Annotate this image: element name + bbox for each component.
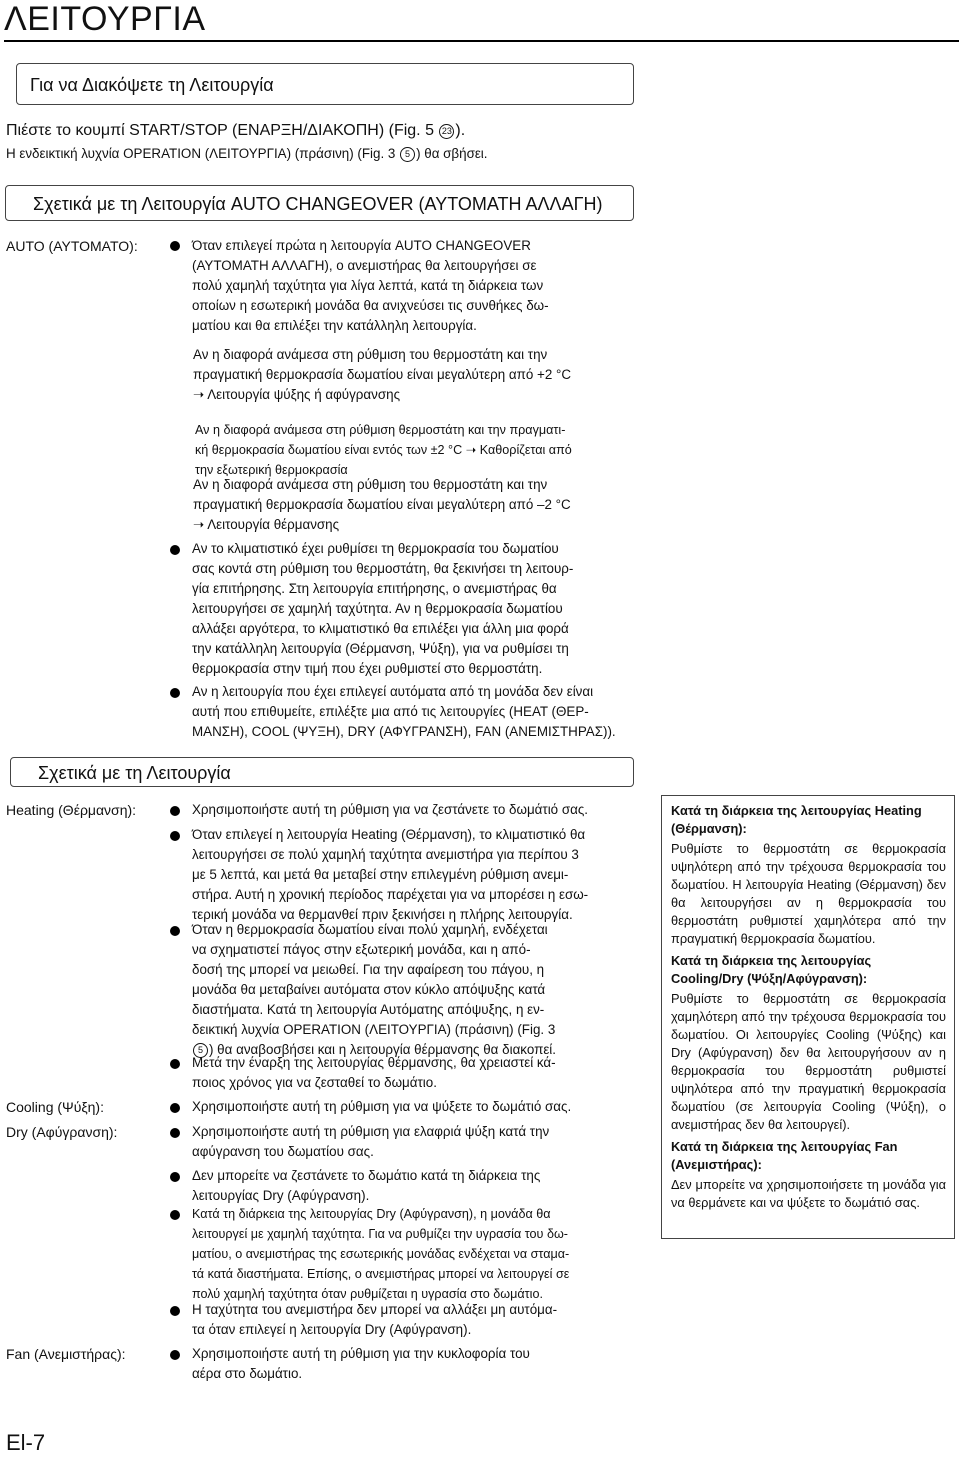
page-number: El-7 [6, 1430, 46, 1455]
ref-number-23: 23 [439, 124, 454, 139]
stop-instruction [6, 121, 465, 141]
bullet-icon [170, 545, 180, 555]
heating-bullet-4: Μετά την έναρξη της λειτουργίας θέρμανσης, θα χρειαστεί κά- ποιος χρόνος για να ζεσταθεί το δωμάτιο. [192, 1055, 556, 1090]
auto-bullet-2: Αν το κλιματιστικό έχει ρυθμίσει τη θερμοκρασία του δωματίου σας κοντά στη ρύθμιση του θερμοστάτη, θα ξεκινήσει τη λειτουρ- γία επιτήρησης. Στη λειτουργία επιτήρησης, ο ανεμιστήρας θα λειτουργήσει σε χαμηλή ταχύτητα. Αν η θερμοκρασία δωματίου αλλάξει αργότερα, το κλιματιστικό θα επιλέξει για άλλη μια φορά την κατάλληλη λειτουργία (Θέρμανση, Ψύξη), για να ρυθμίσει τη θερμοκρασία στην τιμή που έχει ρυθμιστεί στο θερμοστάτη. [192, 541, 574, 676]
dry-bullet-4: Η ταχύτητα του ανεμιστήρα δεν μπορεί να αλλάξει μη αυτόμα- τα όταν επιλεγεί η λειτουργία Dry (Αφύγρανση). [192, 1302, 558, 1337]
fan-bullet-1: Χρησιμοποιήστε αυτή τη ρύθμιση για την κυκλοφορία του αέρα στο δωμάτιο. [192, 1346, 530, 1381]
dry-bullet-1: Χρησιμοποιήστε αυτή τη ρύθμιση για ελαφριά ψύξη κατά την αφύγρανση του δωματίου σας. [192, 1124, 550, 1159]
stop-indicator-text: Η ενδεικτική λυχνία OPERATION (ΛΕΙΤΟΥΡΓΙΑ) (πράσινη) (Fig. 3 [6, 146, 400, 161]
operation-section-heading: Σχετικά με τη Λειτουργία [10, 757, 634, 787]
bullet-icon [170, 1210, 180, 1220]
bullet-icon [170, 1172, 180, 1182]
cooling-bullet-1: Χρησιμοποιήστε αυτή τη ρύθμιση για να ψύξετε το δωμάτιό σας. [192, 1099, 572, 1114]
stop-indicator-end: ) θα σβήσει. [416, 146, 488, 161]
cooling-label: Cooling (Ψύξη): [6, 1099, 104, 1115]
heating-label: Heating (Θέρμανση): [6, 802, 137, 818]
dry-bullet-3: Κατά τη διάρκεια της λειτουργίας Dry (Αφύγρανση), η μονάδα θα λειτουργεί με χαμηλή ταχύτητα. Για να ρυθμίζει την υγρασία του δω- ματίου, ο ανεμιστήρας της εσωτερικής μονάδας ενδέχεται να σταμα- τά κατά διαστήματα. Επίσης, ο ανεμιστήρας μπορεί να λειτουργεί σε πολύ χαμηλή ταχύτητα όταν ρυθμίζεται η υγρασία στο δωμάτιο. [192, 1207, 570, 1301]
auto-label: AUTO (ΑΥΤΟΜΑΤΟ): [6, 238, 138, 254]
bullet-icon [170, 1350, 180, 1360]
heating-bullet-2: Όταν επιλεγεί η λειτουργία Heating (Θέρμανση), το κλιματιστικό θα λειτουργήσει σε πολύ χαμηλή ταχύτητα ανεμιστήρα για περίπου 3 με 5 λεπτά, και μετά θα μεταβεί στην επιλεγμένη ρύθμιση ανεμι- στήρα. Αυτή η χρονική περίοδος παρέχεται για να μπορέσει η εσω- τερική μονάδα να θερμανθεί πριν ξεκινήσει η πλήρης λειτουργία. [192, 827, 589, 922]
dry-bullet-2: Δεν μπορείτε να ζεστάνετε το δωμάτιο κατά τη διάρκεια της λειτουργίας Dry (Αφύγρανση). [192, 1168, 541, 1203]
auto-condition-neutral: Αν η διαφορά ανάμεσα στη ρύθμιση θερμοστάτη και την πραγματι- κή θερμοκρασία δωματίου είναι εντός των ±2 °C ➝ Καθορίζεται από την εξωτερική θερμοκρασία [195, 423, 572, 477]
auto-condition-cool: Αν η διαφορά ανάμεσα στη ρύθμιση του θερμοστάτη και την πραγματική θερμοκρασία δωματίου είναι μεγαλύτερη από +2 °C ➝ Λειτουργία ψύξης ή αφύγρανσης [193, 347, 572, 402]
bullet-icon [170, 1128, 180, 1138]
bullet-icon [170, 926, 180, 936]
page-title: ΛΕΙΤΟΥΡΓΙΑ [4, 0, 206, 38]
auto-bullet-1: Όταν επιλεγεί πρώτα η λειτουργία AUTO CHANGEOVER (ΑΥΤΟΜΑΤΗ ΑΛΛΑΓΗ), ο ανεμιστήρας θα λειτουργήσει σε πολύ χαμηλή ταχύτητα για λίγα λεπτά, κατά τη διάρκεια των οποίων η εσωτερική μονάδα θα ανιχνεύσει τις συνθήκες δω- ματίου και θα επιλέξει την κατάλληλη λειτουργία. [192, 238, 549, 333]
bullet-icon [170, 831, 180, 841]
bullet-icon [170, 1059, 180, 1069]
bullet-icon [170, 241, 180, 251]
dry-label: Dry (Αφύγρανση): [6, 1124, 118, 1140]
bullet-icon [170, 688, 180, 698]
bullet-icon [170, 806, 180, 816]
side-note-text-cooling: Ρυθμίστε το θερμοστάτη σε θερμοκρασία χαμηλότερη από την τρέχουσα θερμοκρασία του δωματίου. Οι λειτουργίες Cooling (Ψύξης) και Dry (Αφύγρανση) δεν θα λειτουργήσουν αν η θερμοκρασία του θερμοστάτη ρυθμιστεί υψηλότερα από την πραγματική θερμοκρασία δωματίου (σε λειτουργία Cooling (Ψύξη), ο ανεμιστήρας δεν θα λειτουργεί). [671, 991, 946, 1132]
ref-number-5: 5 [400, 147, 415, 162]
bullet-icon [170, 1306, 180, 1316]
stop-instruction-end: ). [455, 122, 466, 139]
auto-condition-heat: Αν η διαφορά ανάμεσα στη ρύθμιση του θερμοστάτη και την πραγματική θερμοκρασία δωματίου είναι μεγαλύτερη από –2 °C ➝ Λειτουργία θέρμανσης [193, 477, 571, 532]
side-note-heading-fan: Κατά τη διάρκεια της λειτουργίας Fan (Ανεμιστήρας): [671, 1139, 898, 1172]
stop-indicator-note [6, 145, 488, 163]
arrow-right-icon: ➝ [193, 517, 208, 532]
heating-bullet-1: Χρησιμοποιήστε αυτή τη ρύθμιση για να ζεστάνετε το δωμάτιό σας. [192, 802, 589, 817]
side-note-heading-cooling: Κατά τη διάρκεια της λειτουργίας Cooling/Dry (Ψύξη/Αφύγρανση): [671, 953, 872, 986]
fan-label: Fan (Ανεμιστήρας): [6, 1346, 126, 1362]
arrow-right-icon: ➝ [193, 387, 208, 402]
bullet-icon [170, 1103, 180, 1113]
side-note-text-heating: Ρυθμίστε το θερμοστάτη σε θερμοκρασία υψηλότερη από την τρέχουσα θερμοκρασία του δωματίου. Η λειτουργία Heating (Θέρμανση) δεν θα λειτουργήσει αν η θερμοκρασία του θερμοστάτη ρυθμιστεί χαμηλότερα από την πραγματική θερμοκρασία δωματίου. [671, 841, 946, 946]
side-note-text-fan: Δεν μπορείτε να χρησιμοποιήσετε τη μονάδα για να θερμάνετε και να ψύξετε το δωμάτιό σας. [671, 1177, 946, 1210]
ref-number-5: 5 [193, 1043, 208, 1058]
side-note-heading-heating: Κατά τη διάρκεια της λειτουργίας Heating (Θέρμανση): [671, 803, 922, 836]
title-divider [4, 40, 959, 42]
stop-instruction-text: Πιέστε το κουμπί START/STOP (ΕΝΑΡΞΗ/ΔΙΑΚΟΠΗ) (Fig. 5 [6, 122, 439, 139]
side-note-box [661, 795, 955, 1239]
arrow-right-icon: ➝ [465, 443, 480, 457]
stop-section-heading: Για να Διακόψετε τη Λειτουργία [16, 63, 634, 105]
auto-bullet-3: Αν η λειτουργία που έχει επιλεγεί αυτόματα από τη μονάδα δεν είναι αυτή που επιθυμείτε, επιλέξτε μια από τις λειτουργίες (HEAT (ΘΕΡ- ΜΑΝΣΗ), COOL (ΨΥΞΗ), DRY (ΑΦΥΓΡΑΝΣΗ), FAN (ΑΝΕΜΙΣΤΗΡΑΣ)). [192, 684, 616, 739]
heating-bullet-3: Όταν η θερμοκρασία δωματίου είναι πολύ χαμηλή, ενδέχεται να σχηματιστεί πάγος στην εξωτερική μονάδα, και η από- δοσή της μπορεί να μειωθεί. Για την αφαίρεση του πάγου, η μονάδα θα μεταβαίνει αυτόματα στον κύκλο απόψυξης κατά διαστήματα. Κατά τη λειτουργία Αυτόματης απόψυξης, η εν- δεικτική λυχνία OPERATION (ΛΕΙΤΟΥΡΓΙΑ) (πράσινη) (Fig. 3 5 ) θα αναβοσβήσει και η λειτουργία θέρμανσης θα διακοπεί. [192, 922, 556, 1057]
auto-section-heading: Σχετικά με τη Λειτουργία AUTO CHANGEOVER (ΑΥΤΟΜΑΤΗ ΑΛΛΑΓΗ) [5, 185, 634, 221]
